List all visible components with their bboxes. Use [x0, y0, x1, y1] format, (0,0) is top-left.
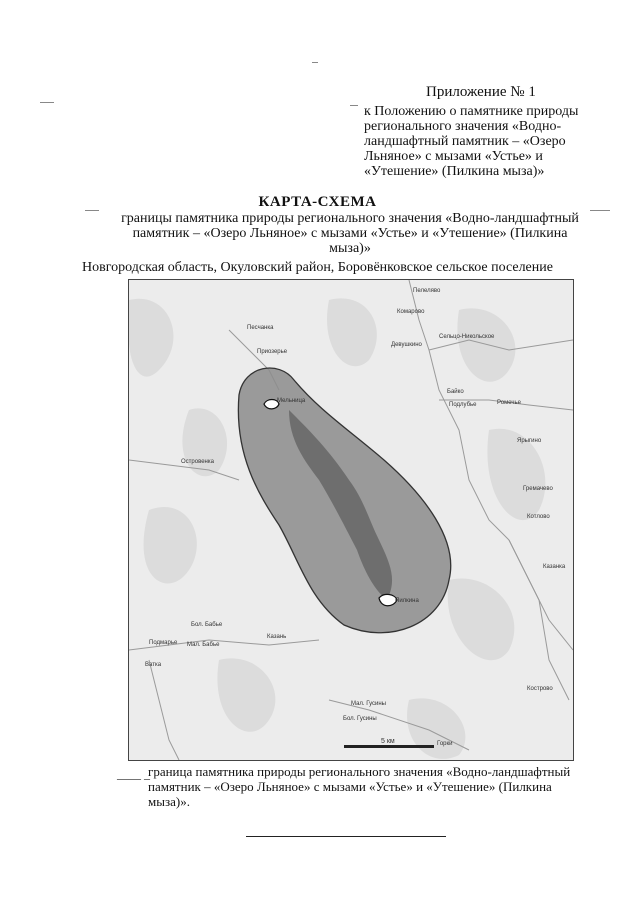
scale-bar-label: 5 км [381, 738, 395, 745]
place-label: Ярыгино [517, 438, 542, 444]
place-label: Мельница [277, 398, 306, 404]
place-label: Сельцо-Никольское [439, 334, 495, 340]
scale-bar-line [344, 745, 434, 748]
place-label: Мал. Гусины [351, 701, 386, 707]
place-label: Девушкино [391, 342, 422, 348]
place-label: Кострово [527, 686, 553, 692]
place-label: Подлубье [449, 402, 477, 408]
appendix-body: к Положению о памятнике природы регионального значения «Водно-ландшафтный памятник – «Озеро Льняное» с мызами «Устье» и «Утешение» (Пилкина мыза)» [364, 104, 579, 179]
scan-artifact [40, 102, 54, 103]
legend-line-symbol: —— – [117, 771, 150, 785]
map-location: Новгородская область, Окуловский район, Боровёнковское сельское поселение [82, 260, 553, 275]
place-label: Гремачево [523, 486, 553, 492]
place-label: Подмарье [149, 640, 178, 646]
map-frame[interactable] [128, 279, 574, 761]
place-label: Пелеляво [413, 288, 441, 294]
terrain-patch [144, 507, 197, 583]
map-subtitle: границы памятника природы регионального значения «Водно-ландшафтный памятник – «Озеро Льняное» с мызами «Устье» и «Утешение» (Пилкина мыза)» [121, 211, 579, 256]
place-label: Казань [267, 634, 287, 640]
place-label: Казанка [543, 564, 566, 570]
scan-artifact [312, 62, 318, 63]
terrain-patch [457, 308, 515, 381]
bottom-rule [246, 836, 446, 837]
place-label: Островенка [181, 459, 214, 465]
road [149, 660, 179, 760]
scan-artifact [350, 105, 358, 106]
place-label: Горки [437, 741, 453, 747]
terrain-patch [448, 578, 515, 660]
place-label: Песчанка [247, 325, 274, 331]
appendix-title: Приложение № 1 [426, 84, 536, 100]
terrain-patch [327, 298, 377, 366]
map-canvas [129, 280, 573, 760]
place-label: Байко [447, 389, 464, 395]
place-label: Бол. Гусины [343, 716, 377, 722]
map-title: КАРТА-СХЕМА [258, 194, 377, 210]
legend-text: граница памятника природы регионального значения «Водно-ландшафтный памятник – «Озеро Льняное» с мызами «Устье» и «Утешение» (Пилкина мыза)». [148, 764, 571, 809]
place-label: Ватка [145, 662, 162, 668]
place-label: Мал. Бабье [187, 642, 220, 648]
place-label: Приозерье [257, 349, 288, 355]
terrain-patch [217, 658, 275, 731]
terrain-patch [407, 698, 465, 759]
terrain-patch [182, 408, 227, 476]
place-label: Котлово [527, 514, 550, 520]
place-label: Ромечье [497, 400, 521, 406]
terrain-patch [129, 299, 173, 377]
place-label: Пилкина [395, 598, 419, 604]
place-label: Комарово [397, 309, 425, 315]
place-label: Бол. Бабье [191, 622, 223, 628]
